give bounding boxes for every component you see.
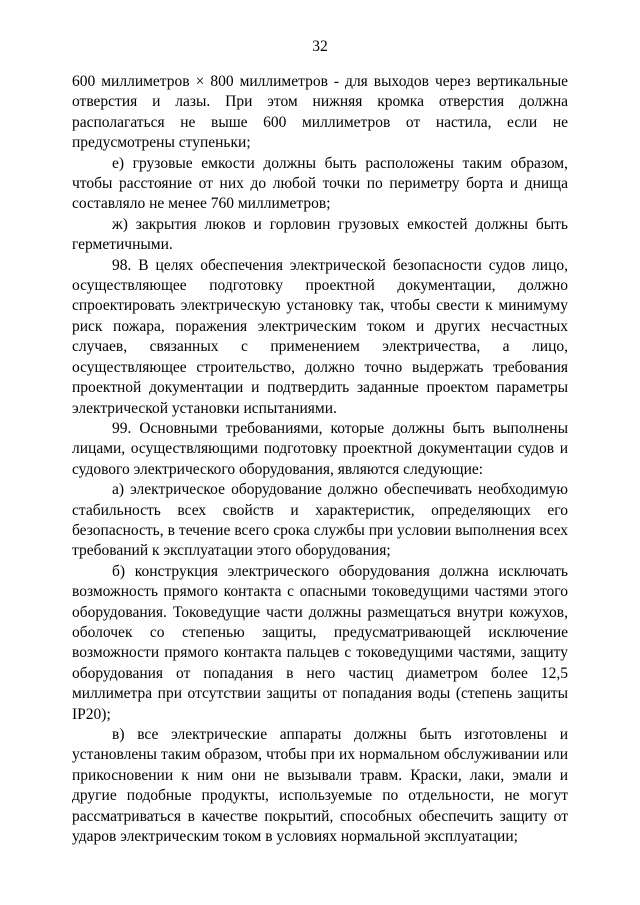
paragraph-98: 98. В целях обеспечения электрической безопасности судов лицо, осуществляющее подготовку проектной документации, должно спроектировать электрическую установку так, чтобы свести к минимуму риск пожара, поражения электрическим током и других несчастных случаев, связанных с применением электричества, а лицо, осуществляющее строительство, должно точно выдержать требования проектной документации и подтвердить заданные проектом параметры электрической установки испытаниями.: [72, 256, 568, 417]
document-body: [72, 72, 568, 847]
paragraph-item-v: в) все электрические аппараты должны быть изготовлены и установлены таким образом, чтобы при их нормальном обслуживании или прикосновении к ним они не вызывали травм. Краски, лаки, эмали и другие подобные продукты, используемые по отдельности, не могут рассматриваться в качестве покрытий, способных обеспечить защиту от ударов электрическим током в условиях нормальной эксплуатации;: [72, 726, 568, 846]
paragraph-continuation-lazy: 600 миллиметров × 800 миллиметров - для выходов через вертикальные отверстия и лазы. При этом нижняя кромка отверстия должна располагаться не выше 600 миллиметров от настила, если не предусмотрены ступеньки;: [72, 73, 568, 152]
paragraph-item-a: а) электрическое оборудование должно обеспечивать необходимую стабильность всех свойств и характеристик, определяющих его безопасность, в течение всего срока службы при условии выполнения всех требований к эксплуатации этого оборудования;: [72, 481, 568, 560]
paragraph-item-b: б) конструкция электрического оборудования должна исключать возможность прямого контакта с опасными токоведущими частями этого оборудования. Токоведущие части должны размещаться внутри кожухов, оболочек со степенью защиты, предусматривающей исключение возможности прямого контакта пальцев с токоведущими частями, защиту оборудования от попадания в него частиц диаметром более 12,5 миллиметра при отсутствии защиты от попадания воды (степень защиты IP20);: [72, 562, 568, 723]
paragraph-item-zh: ж) закрытия люков и горловин грузовых емкостей должны быть герметичными.: [72, 215, 568, 254]
page-number: 32: [312, 38, 328, 55]
paragraph-99: 99. Основными требованиями, которые должны быть выполнены лицами, осуществляющими подготовку проектной документации судов и судового электрического оборудования, являются следующие:: [72, 419, 568, 478]
paragraph-item-e: е) грузовые емкости должны быть расположены таким образом, чтобы расстояние от них до любой точки по периметру борта и днища составляло не менее 760 миллиметров;: [72, 154, 568, 213]
